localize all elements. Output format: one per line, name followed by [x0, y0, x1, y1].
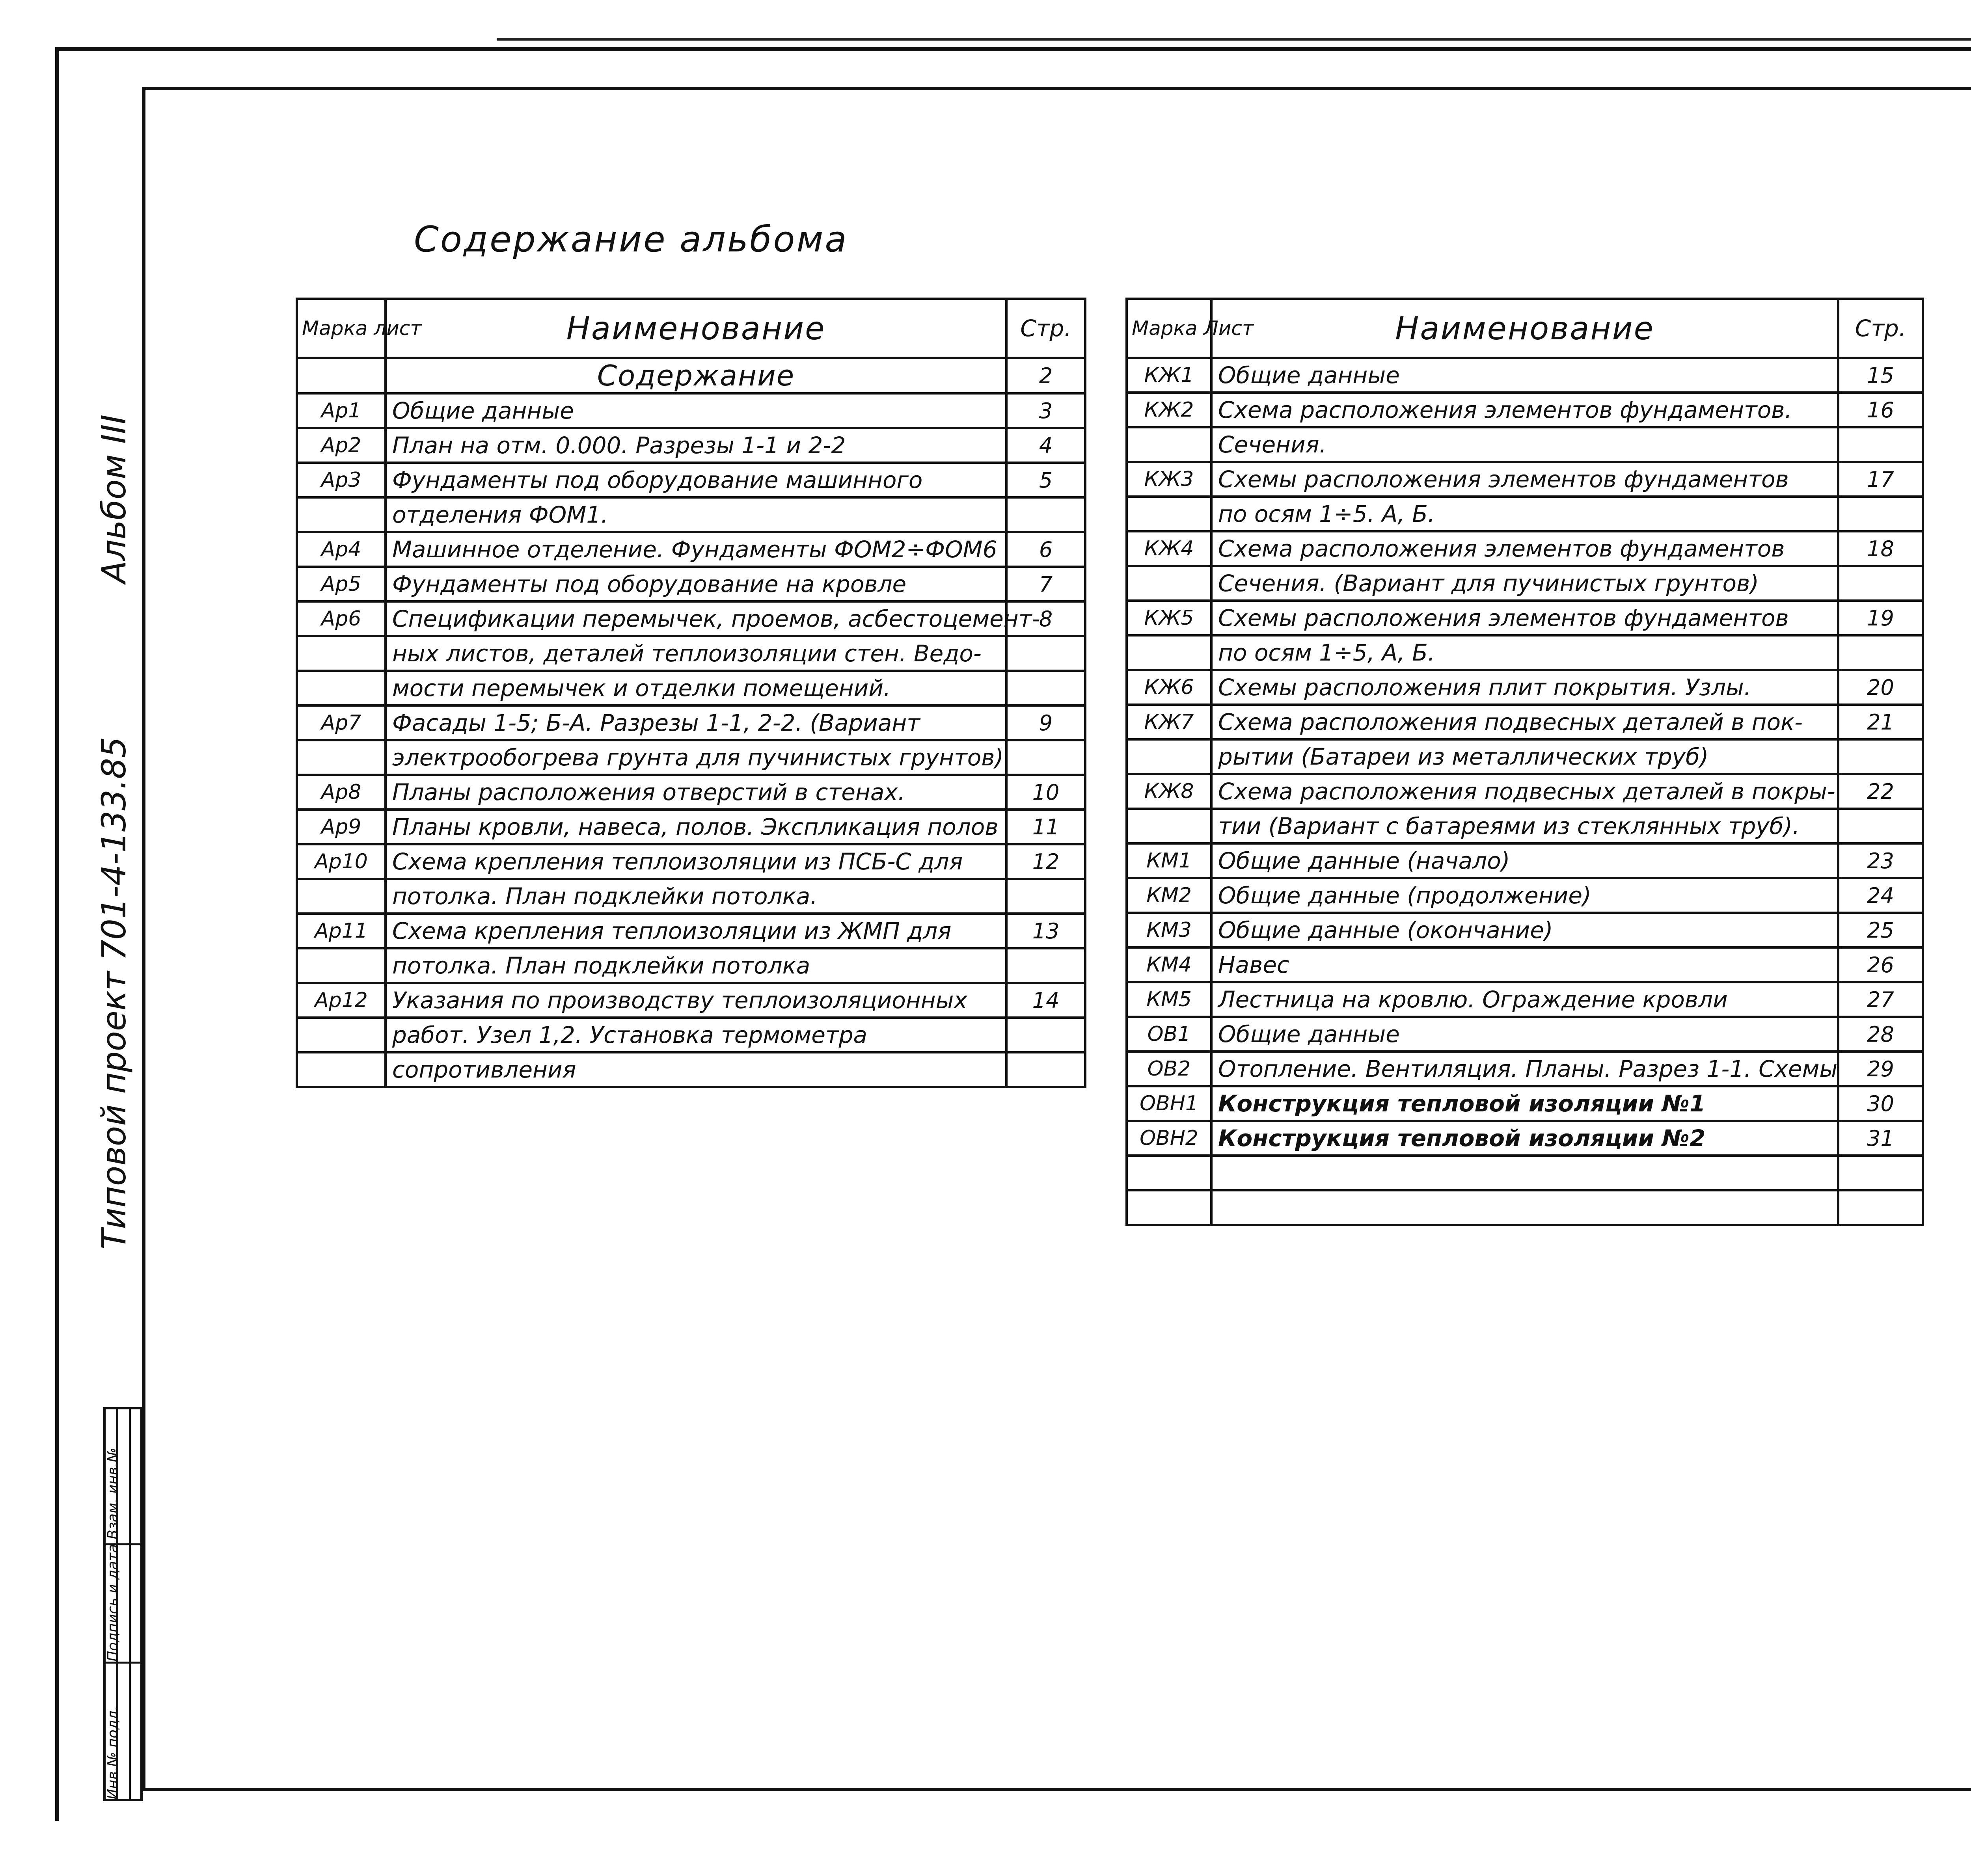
table-row [1127, 635, 1923, 670]
row-mark: КЖ5 [1127, 601, 1211, 635]
row-mark: КЖ4 [1127, 531, 1211, 566]
table-row [1127, 1086, 1923, 1121]
row-page [1838, 809, 1923, 843]
table-row [1127, 497, 1923, 531]
row-mark: ОВН1 [1127, 1086, 1211, 1121]
row-page [1006, 740, 1085, 775]
table-row [297, 567, 1085, 601]
table-row [297, 358, 1085, 393]
row-page [1006, 948, 1085, 983]
row-name: ных листов, деталей теплоизоляции стен. Ведо- [386, 636, 1006, 671]
row-page [1006, 879, 1085, 914]
row-name: Сечения. [1211, 427, 1838, 462]
table-row [297, 810, 1085, 844]
row-page: 2 [1006, 358, 1085, 393]
row-mark [1127, 427, 1211, 462]
table-row [1127, 566, 1923, 601]
row-mark [297, 948, 386, 983]
row-name: Схема крепления теплоизоляции из ЖМП для [386, 914, 1006, 948]
row-name: Планы расположения отверстий в стенах. [386, 775, 1006, 810]
table-row [1127, 1121, 1923, 1156]
row-mark: КЖ1 [1127, 358, 1211, 393]
row-mark: Ар6 [297, 601, 386, 636]
table-row [297, 497, 1085, 532]
table-row [1127, 843, 1923, 878]
contents-table-right [1125, 298, 1924, 1226]
row-page [1838, 1190, 1923, 1225]
row-page: 10 [1006, 775, 1085, 810]
row-mark [297, 740, 386, 775]
row-mark [1127, 635, 1211, 670]
row-page: 24 [1838, 878, 1923, 913]
row-mark [1127, 497, 1211, 531]
row-page: 5 [1006, 463, 1085, 497]
row-mark: ОВН2 [1127, 1121, 1211, 1156]
row-page [1006, 1018, 1085, 1052]
row-name: Конструкция тепловой изоляции №1 [1211, 1086, 1838, 1121]
row-page: 20 [1838, 670, 1923, 705]
row-name: электрообогрева грунта для пучинистых грунтов) [386, 740, 1006, 775]
header-name: Наименование [1211, 299, 1838, 358]
row-page: 19 [1838, 601, 1923, 635]
table-row [1127, 739, 1923, 774]
table-row [1127, 809, 1923, 843]
table-row [297, 428, 1085, 463]
row-page: 4 [1006, 428, 1085, 463]
table-row [297, 705, 1085, 740]
row-name: Схема расположения подвесных деталей в пок- [1211, 705, 1838, 739]
stamp-divider [106, 1662, 140, 1664]
row-page [1006, 636, 1085, 671]
row-mark [1127, 809, 1211, 843]
table-row [297, 879, 1085, 914]
row-name: Схемы расположения элементов фундаментов [1211, 601, 1838, 635]
stamp-label-signature: Подпись и дата [105, 1544, 121, 1662]
row-name: Лестница на кровлю. Ограждение кровли [1211, 982, 1838, 1017]
row-name: сопротивления [386, 1052, 1006, 1087]
row-mark: КМ3 [1127, 913, 1211, 947]
row-page: 17 [1838, 462, 1923, 497]
row-mark: ОВ2 [1127, 1052, 1211, 1086]
row-mark: Ар12 [297, 983, 386, 1018]
row-page: 14 [1006, 983, 1085, 1018]
table-row [297, 601, 1085, 636]
row-page: 13 [1006, 914, 1085, 948]
row-name: рытии (Батареи из металлических труб) [1211, 739, 1838, 774]
row-mark: Ар11 [297, 914, 386, 948]
table-row [1127, 670, 1923, 705]
row-page: 22 [1838, 774, 1923, 809]
header-page: Стр. [1838, 299, 1923, 358]
row-name: Планы кровли, навеса, полов. Экспликация полов [386, 810, 1006, 844]
row-page [1838, 739, 1923, 774]
contents-table-left [296, 298, 1086, 1088]
row-name: Содержание [386, 358, 1006, 393]
table-row [1127, 1190, 1923, 1225]
header-mark: Марка лист [297, 299, 386, 358]
table-row [1127, 462, 1923, 497]
table-row [297, 914, 1085, 948]
row-mark: КЖ8 [1127, 774, 1211, 809]
row-mark: КМ1 [1127, 843, 1211, 878]
row-mark: Ар8 [297, 775, 386, 810]
row-mark [1127, 566, 1211, 601]
table-row [297, 532, 1085, 567]
row-page: 28 [1838, 1017, 1923, 1052]
row-mark: КЖ3 [1127, 462, 1211, 497]
row-page: 21 [1838, 705, 1923, 739]
row-page: 29 [1838, 1052, 1923, 1086]
row-mark: Ар4 [297, 532, 386, 567]
row-name: Общие данные (окончание) [1211, 913, 1838, 947]
table-header-row [1127, 299, 1923, 358]
side-label-project: Типовой проект 701-4-133.85 [95, 737, 133, 1249]
row-mark [297, 1018, 386, 1052]
row-mark: Ар2 [297, 428, 386, 463]
row-name: Фундаменты под оборудование машинного [386, 463, 1006, 497]
row-name: Схема расположения элементов фундаментов [1211, 531, 1838, 566]
row-mark: КЖ6 [1127, 670, 1211, 705]
table-row [1127, 982, 1923, 1017]
row-mark: Ар5 [297, 567, 386, 601]
row-page [1838, 497, 1923, 531]
row-name: Схема крепления теплоизоляции из ПСБ-С для [386, 844, 1006, 879]
row-mark: КМ4 [1127, 947, 1211, 982]
stamp-label-replace: Взам. инв.№ [105, 1448, 121, 1539]
table-row [1127, 601, 1923, 635]
row-page: 18 [1838, 531, 1923, 566]
stamp-label-inv: Инв.№ подл. [105, 1706, 121, 1800]
row-page [1006, 497, 1085, 532]
header-name: Наименование [386, 299, 1006, 358]
row-mark [1127, 1156, 1211, 1190]
row-name: потолка. План подклейки потолка [386, 948, 1006, 983]
table-row [1127, 393, 1923, 427]
row-page: 11 [1006, 810, 1085, 844]
row-mark [297, 636, 386, 671]
row-mark: ОВ1 [1127, 1017, 1211, 1052]
table-row [1127, 878, 1923, 913]
row-page: 9 [1006, 705, 1085, 740]
table-row [1127, 1017, 1923, 1052]
row-name: Общие данные [1211, 358, 1838, 393]
row-name [1211, 1190, 1838, 1225]
table-row [1127, 358, 1923, 393]
row-page [1838, 427, 1923, 462]
row-page: 6 [1006, 532, 1085, 567]
table-row [1127, 774, 1923, 809]
table-row [297, 463, 1085, 497]
row-name: Указания по производству теплоизоляционных [386, 983, 1006, 1018]
row-name: Общие данные [1211, 1017, 1838, 1052]
page-title: Содержание альбома [414, 219, 848, 260]
row-page: 8 [1006, 601, 1085, 636]
table-row [297, 775, 1085, 810]
row-page: 23 [1838, 843, 1923, 878]
row-mark [297, 671, 386, 705]
row-name: Фундаменты под оборудование на кровле [386, 567, 1006, 601]
row-name: Общие данные (продолжение) [1211, 878, 1838, 913]
contents-rows-left [297, 358, 1085, 1087]
row-mark: Ар10 [297, 844, 386, 879]
table-row [1127, 947, 1923, 982]
row-page: 30 [1838, 1086, 1923, 1121]
row-page: 27 [1838, 982, 1923, 1017]
row-name: Схемы расположения плит покрытия. Узлы. [1211, 670, 1838, 705]
row-name: мости перемычек и отделки помещений. [386, 671, 1006, 705]
row-page: 26 [1838, 947, 1923, 982]
table-header-row [297, 299, 1085, 358]
table-row [297, 948, 1085, 983]
table-row [297, 393, 1085, 428]
row-page: 25 [1838, 913, 1923, 947]
row-name: работ. Узел 1,2. Установка термометра [386, 1018, 1006, 1052]
side-stamp [103, 1407, 143, 1801]
row-name: Фасады 1-5; Б-А. Разрезы 1-1, 2-2. (Вариант [386, 705, 1006, 740]
row-page [1838, 1156, 1923, 1190]
row-name: Сечения. (Вариант для пучинистых грунтов) [1211, 566, 1838, 601]
table-row [297, 1052, 1085, 1087]
table-row [297, 740, 1085, 775]
table-row [1127, 705, 1923, 739]
row-name: потолка. План подклейки потолка. [386, 879, 1006, 914]
header-page: Стр. [1006, 299, 1085, 358]
table-row [297, 671, 1085, 705]
row-page: 31 [1838, 1121, 1923, 1156]
row-name [1211, 1156, 1838, 1190]
row-page: 15 [1838, 358, 1923, 393]
table-row [1127, 531, 1923, 566]
row-mark: Ар9 [297, 810, 386, 844]
header-mark: Марка Лист [1127, 299, 1211, 358]
row-mark [297, 879, 386, 914]
row-name: отделения ФОМ1. [386, 497, 1006, 532]
row-mark: Ар7 [297, 705, 386, 740]
row-page [1006, 1052, 1085, 1087]
table-row [1127, 427, 1923, 462]
side-label-album: Альбом III [95, 414, 133, 583]
row-page: 16 [1838, 393, 1923, 427]
row-mark: Ар1 [297, 393, 386, 428]
row-mark: Ар3 [297, 463, 386, 497]
table-row [297, 844, 1085, 879]
row-page [1838, 635, 1923, 670]
row-page: 3 [1006, 393, 1085, 428]
row-mark: КМ5 [1127, 982, 1211, 1017]
row-mark [1127, 739, 1211, 774]
row-page: 7 [1006, 567, 1085, 601]
row-mark: КЖ7 [1127, 705, 1211, 739]
table-row [1127, 1052, 1923, 1086]
row-mark: КЖ2 [1127, 393, 1211, 427]
row-mark [297, 1052, 386, 1087]
row-name: Общие данные (начало) [1211, 843, 1838, 878]
row-name: Общие данные [386, 393, 1006, 428]
row-mark [297, 497, 386, 532]
row-mark [1127, 1190, 1211, 1225]
row-page: 12 [1006, 844, 1085, 879]
row-page [1838, 566, 1923, 601]
table-row [297, 636, 1085, 671]
row-mark: КМ2 [1127, 878, 1211, 913]
row-name: Схема расположения подвесных деталей в покры- [1211, 774, 1838, 809]
row-name: Схемы расположения элементов фундаментов [1211, 462, 1838, 497]
row-name: по осям 1÷5. А, Б. [1211, 497, 1838, 531]
row-name: Навес [1211, 947, 1838, 982]
row-name: по осям 1÷5, А, Б. [1211, 635, 1838, 670]
table-row [297, 1018, 1085, 1052]
row-name: Схема расположения элементов фундаментов. [1211, 393, 1838, 427]
frame-top-line [497, 38, 1971, 41]
table-row [297, 983, 1085, 1018]
row-name: Машинное отделение. Фундаменты ФОМ2÷ФОМ6 [386, 532, 1006, 567]
row-mark [297, 358, 386, 393]
row-name: План на отм. 0.000. Разрезы 1-1 и 2-2 [386, 428, 1006, 463]
row-name: тии (Вариант с батареями из стеклянных труб). [1211, 809, 1838, 843]
row-name: Спецификации перемычек, проемов, асбестоцемент- [386, 601, 1006, 636]
table-row [1127, 1156, 1923, 1190]
row-page [1006, 671, 1085, 705]
table-row [1127, 913, 1923, 947]
row-name: Отопление. Вентиляция. Планы. Разрез 1-1. Схемы [1211, 1052, 1838, 1086]
contents-rows-right [1127, 358, 1923, 1225]
row-name: Конструкция тепловой изоляции №2 [1211, 1121, 1838, 1156]
